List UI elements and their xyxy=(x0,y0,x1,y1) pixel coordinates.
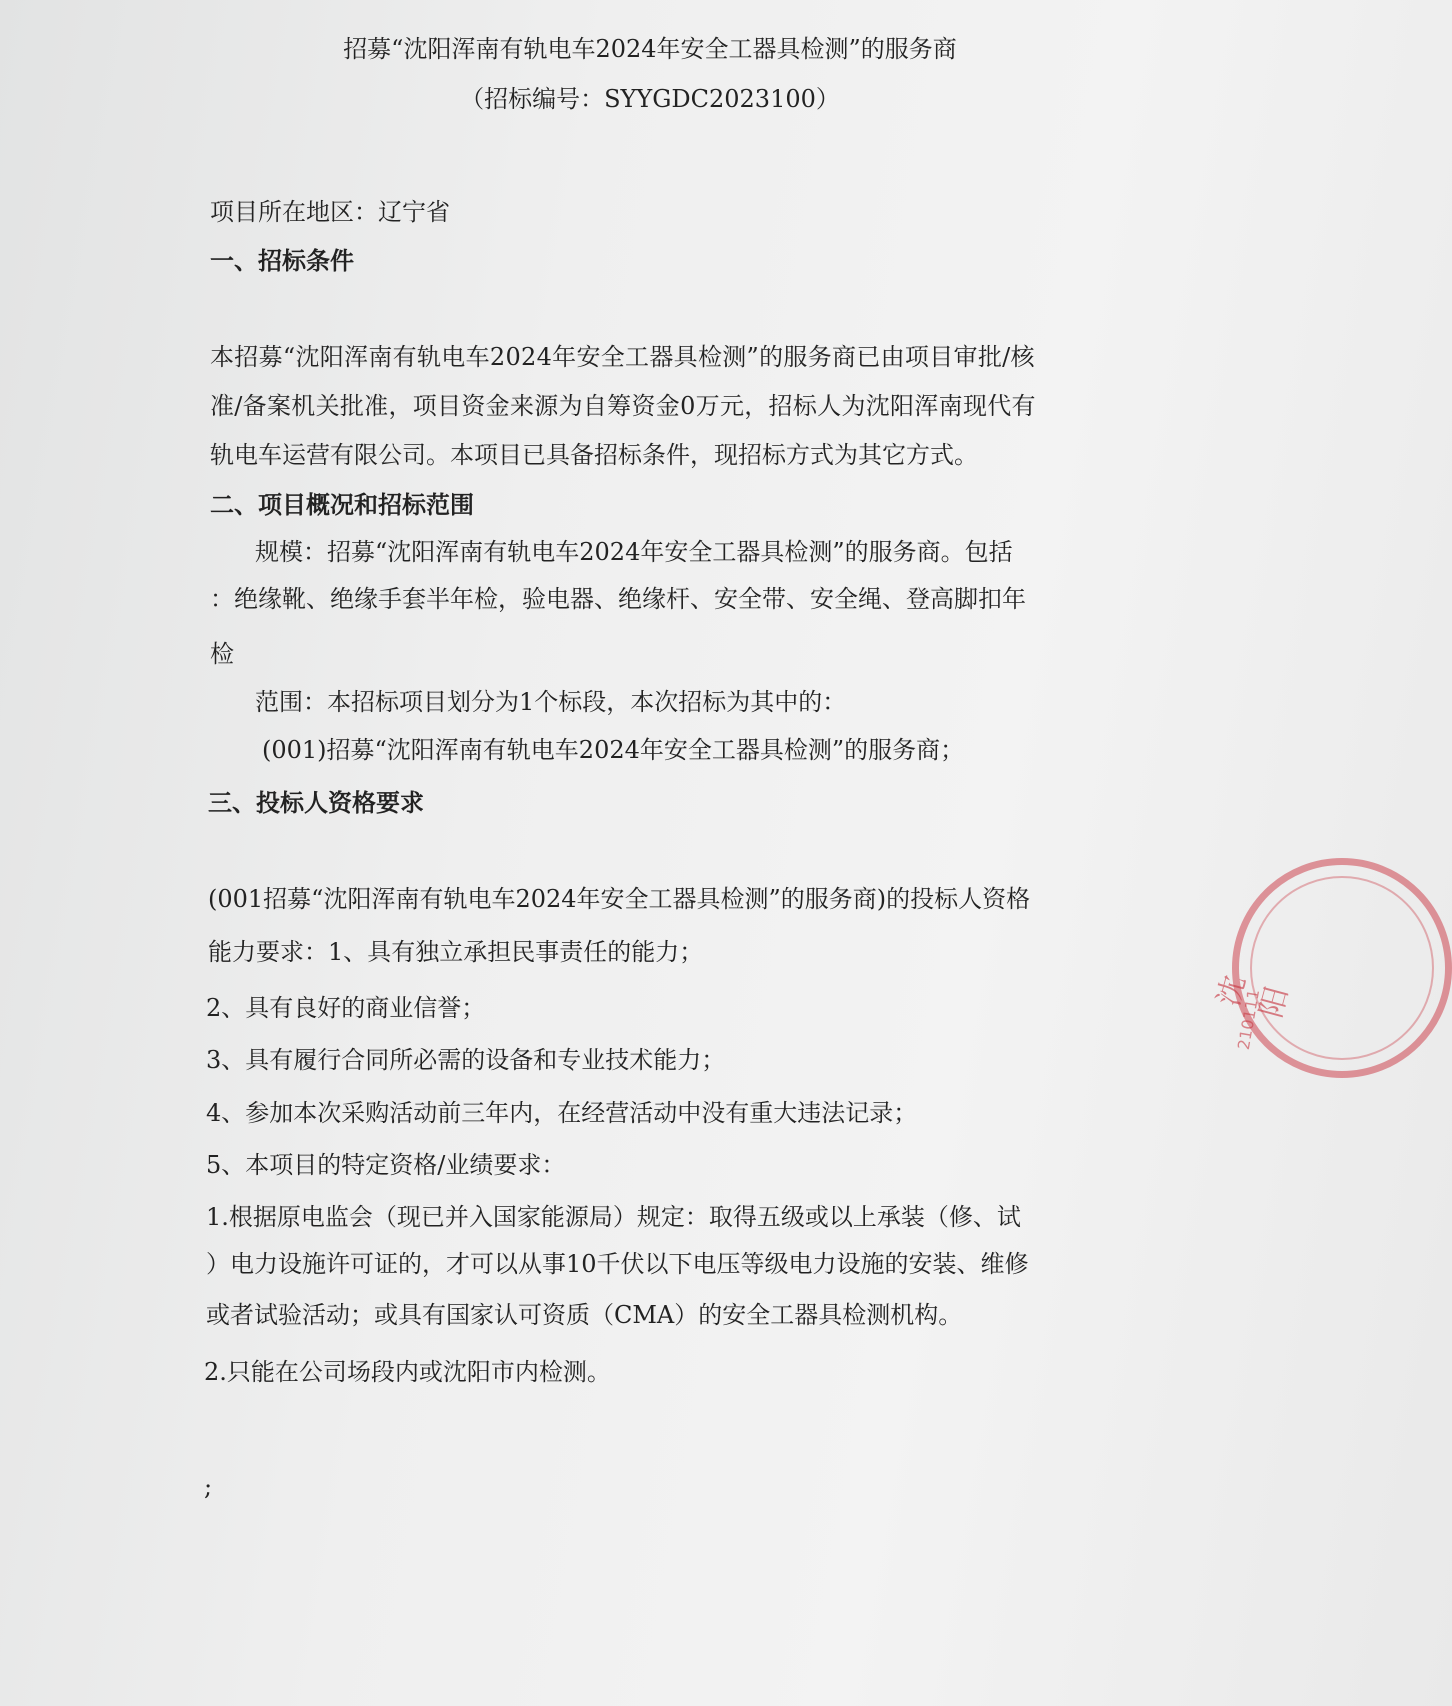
section-2-scale-line: 检 xyxy=(210,640,234,668)
section-2-scale-line: 规模：招募“沈阳浑南有轨电车2024年安全工器具检测”的服务商。包括 xyxy=(255,538,1013,566)
trailing-mark: ; xyxy=(204,1473,213,1501)
section-2-scope-line: 范围：本招标项目划分为1个标段，本次招标为其中的： xyxy=(255,688,847,716)
section-3-line: 2、具有良好的商业信誉； xyxy=(206,994,486,1022)
section-3-line: (001招募“沈阳浑南有轨电车2024年安全工器具检测”的服务商)的投标人资格 xyxy=(208,885,1031,913)
section-3-line: 或者试验活动；或具有国家认可资质（CMA）的安全工器具检测机构。 xyxy=(206,1301,963,1329)
section-3-line: 5、本项目的特定资格/业绩要求： xyxy=(206,1151,566,1179)
section-3-line: 4、参加本次采购活动前三年内，在经营活动中没有重大违法记录； xyxy=(206,1099,918,1127)
seal-text: 沈阳 xyxy=(1211,971,1296,1022)
seal-number: 210111 xyxy=(1233,987,1264,1052)
section-2-scope-line: (001)招募“沈阳浑南有轨电车2024年安全工器具检测”的服务商； xyxy=(262,736,965,764)
project-region: 项目所在地区：辽宁省 xyxy=(210,198,450,226)
section-2-heading: 二、项目概况和招标范围 xyxy=(210,491,474,519)
section-3-line: 3、具有履行合同所必需的设备和专业技术能力； xyxy=(206,1046,726,1074)
section-3-line: 1.根据原电监会（现已并入国家能源局）规定：取得五级或以上承装（修、试 xyxy=(206,1203,1021,1231)
document-title: 招募“沈阳浑南有轨电车2024年安全工器具检测”的服务商 xyxy=(343,35,957,63)
section-1-line: 准/备案机关批准，项目资金来源为自筹资金0万元，招标人为沈阳浑南现代有 xyxy=(210,392,1036,420)
section-1-line: 轨电车运营有限公司。本项目已具备招标条件，现招标方式为其它方式。 xyxy=(210,441,978,469)
bid-number: （招标编号：SYYGDC2023100） xyxy=(460,85,840,113)
section-2-scale-line: ：绝缘靴、绝缘手套半年检，验电器、绝缘杆、安全带、安全绳、登高脚扣年 xyxy=(210,585,1026,613)
section-3-line: 能力要求：1、具有独立承担民事责任的能力； xyxy=(208,938,704,966)
section-1-heading: 一、招标条件 xyxy=(210,247,354,275)
section-1-line: 本招募“沈阳浑南有轨电车2024年安全工器具检测”的服务商已由项目审批/核 xyxy=(210,343,1035,371)
section-3-line: ）电力设施许可证的，才可以从事10千伏以下电压等级电力设施的安装、维修 xyxy=(206,1250,1029,1278)
section-3-line: 2.只能在公司场段内或沈阳市内检测。 xyxy=(204,1358,611,1386)
section-3-heading: 三、投标人资格要求 xyxy=(208,789,424,817)
